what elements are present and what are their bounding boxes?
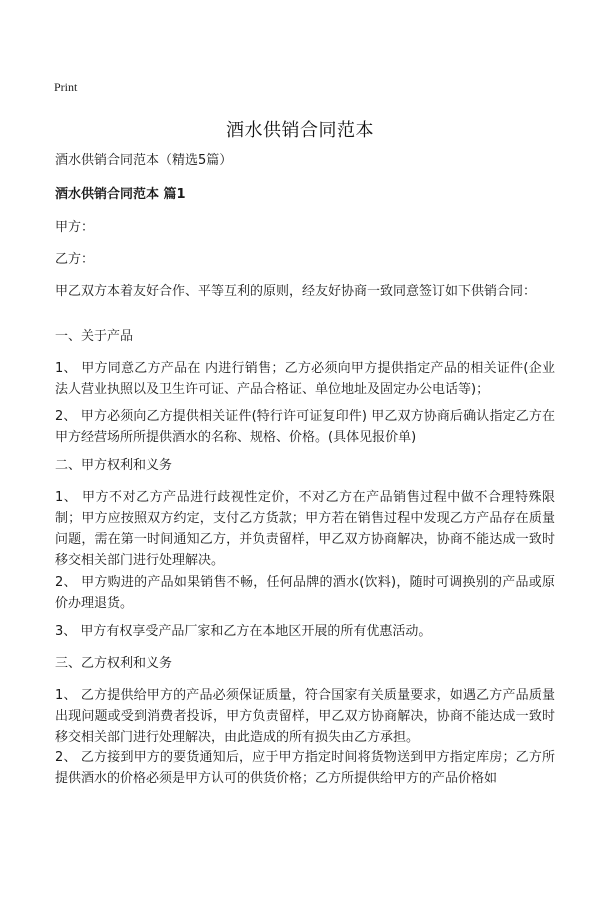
heading-party-b-rights: 三、乙方权利和义务 <box>55 656 173 671</box>
section-title: 酒水供销合同范本 篇1 <box>55 187 186 202</box>
party-a-line: 甲方： <box>55 220 95 235</box>
intro-paragraph: 甲乙双方本着友好合作、平等互利的原则，经友好协商一致同意签订如下供销合同： <box>55 284 537 299</box>
heading-party-a-rights: 二、甲方权利和义务 <box>55 458 173 473</box>
clause-1-2: 2、 甲方必须向乙方提供相关证件(特行许可证复印件) 甲乙双方协商后确认指定乙方在甲方经营场所所提供酒水的名称、规格、价格。(具体见报价单) <box>55 409 555 445</box>
party-b-line: 乙方： <box>55 252 95 267</box>
print-label: Print <box>54 80 78 94</box>
document-subtitle: 酒水供销合同范本（精选5篇） <box>55 153 233 168</box>
clause-1-1: 1、 甲方同意乙方产品在 内进行销售；乙方必须向甲方提供指定产品的相关证件(企业法人营业执照以及卫生许可证、产品合格证、单位地址及固定办公电话等)； <box>55 361 555 397</box>
clause-2-1: 1、 甲方不对乙方产品进行歧视性定价，不对乙方在产品销售过程中做不合理特殊限制；甲方应按照双方约定，支付乙方货款；甲方若在销售过程中发现乙方产品存在质量问题，需在第一时间通知乙方，并负责留样，甲乙双方协商解决，协商不能达成一致时移交相关部门进行处理解决。 <box>55 490 555 568</box>
heading-products: 一、关于产品 <box>55 329 134 344</box>
clause-3-2: 2、 乙方接到甲方的要货通知后，应于甲方指定时间将货物送到甲方指定库房；乙方所提供酒水的价格必须是甲方认可的供货价格；乙方所提供给甲方的产品价格如 <box>55 750 555 786</box>
page-title: 酒水供销合同范本 <box>226 120 374 141</box>
clause-2-2: 2、 甲方购进的产品如果销售不畅，任何品牌的酒水(饮料)，随时可调换别的产品或原价办理退货。 <box>55 575 555 611</box>
clause-3-1: 1、 乙方提供给甲方的产品必须保证质量，符合国家有关质量要求，如遇乙方产品质量出现问题或受到消费者投诉，甲方负责留样，甲乙双方协商解决，协商不能达成一致时移交相关部门进行处理解决，由此造成的所有损失由乙方承担。 <box>55 688 555 745</box>
clause-2-3: 3、 甲方有权享受产品厂家和乙方在本地区开展的所有优惠活动。 <box>55 624 432 639</box>
